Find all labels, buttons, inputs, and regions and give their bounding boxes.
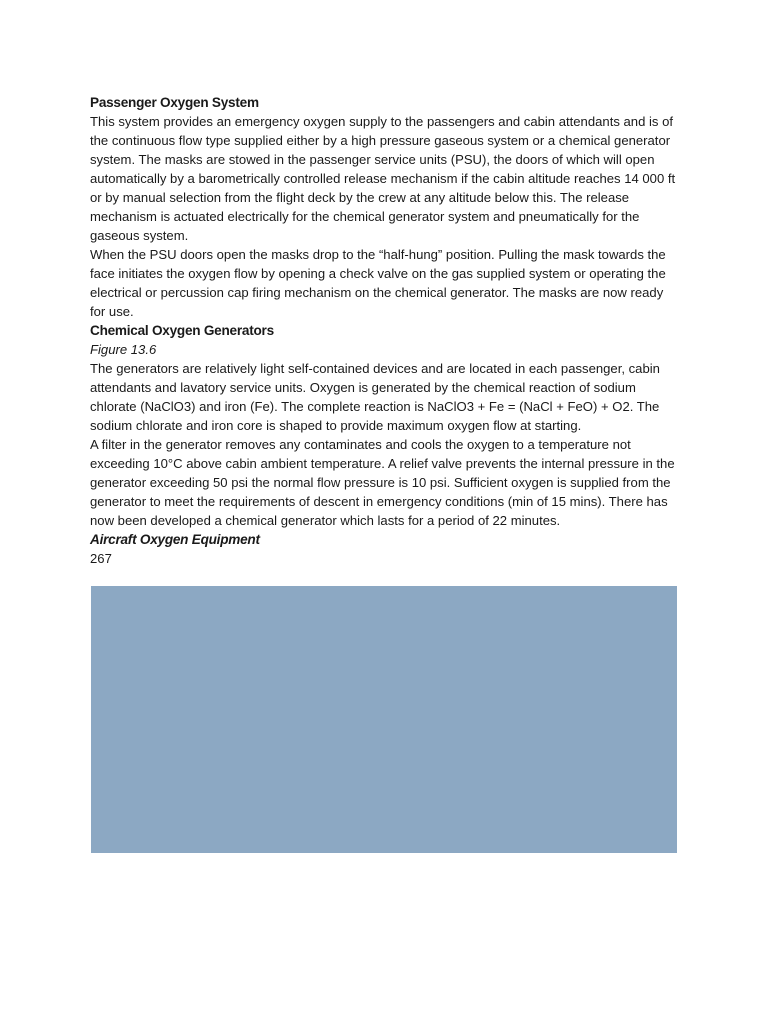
running-title: Aircraft Oxygen Equipment bbox=[90, 532, 260, 547]
section-heading-chemical-generators: Chemical Oxygen Generators bbox=[90, 323, 274, 338]
section-heading-passenger-oxygen: Passenger Oxygen System bbox=[90, 95, 259, 110]
document-page bbox=[90, 93, 680, 568]
paragraph-generator-filter: A filter in the generator removes any contaminates and cools the oxygen to a temperature not exceeding 10°C above cabin ambient temperature. A relief valve prevents the internal pressure in the generator exceeding 50 psi the normal flow pressure is 10 psi. Sufficient oxygen is supplied from the generator to meet the requirements of descent in emergency conditions (min of 15 mins). There has now been developed a chemical generator which lasts for a period of 22 minutes. bbox=[90, 437, 675, 528]
figure-caption: Figure 13.6 bbox=[90, 342, 157, 357]
paragraph-generator-reaction: The generators are relatively light self-contained devices and are located in each passenger, cabin attendants and lavatory service units. Oxygen is generated by the chemical reaction of sodium chlorate (NaClO3) and iron (Fe). The complete reaction is NaClO3 + Fe = (NaCl + FeO) + O2. The sodium chlorate and iron core is shaped to provide maximum oxygen flow at starting. bbox=[90, 361, 660, 433]
figure-image-placeholder bbox=[91, 586, 677, 853]
paragraph-psu-doors: When the PSU doors open the masks drop to the “half-hung” position. Pulling the mask towards the face initiates the oxygen flow by opening a check valve on the gas supplied system or operating the electrical or percussion cap firing mechanism on the chemical generator. The masks are now ready for use. bbox=[90, 247, 666, 319]
page-number: 267 bbox=[90, 551, 112, 566]
paragraph-system-description: This system provides an emergency oxygen supply to the passengers and cabin attendants and is of the continuous flow type supplied either by a high pressure gaseous system or a chemical generator system. The masks are stowed in the passenger service units (PSU), the doors of which will open automatically by a barometrically controlled release mechanism if the cabin altitude reaches 14 000 ft or by manual selection from the flight deck by the crew at any altitude below this. The release mechanism is actuated electrically for the chemical generator system and pneumatically for the gaseous system. bbox=[90, 114, 676, 243]
